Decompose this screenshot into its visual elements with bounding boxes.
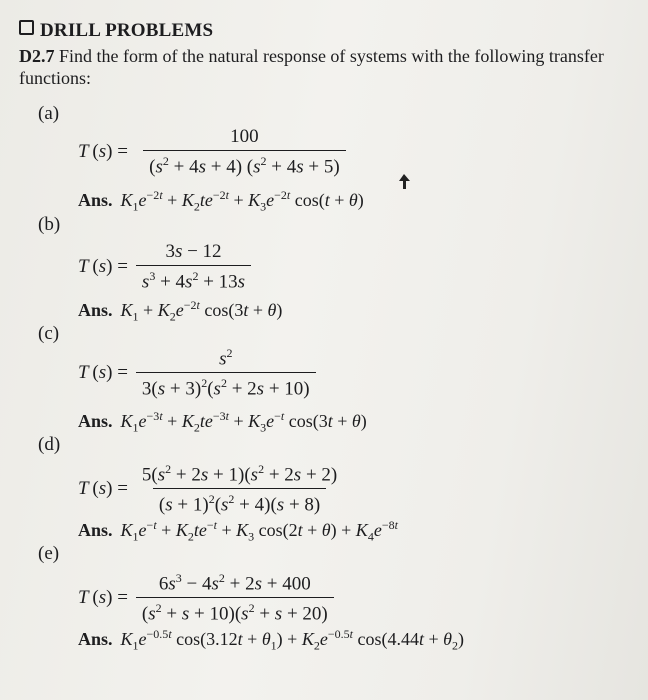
- ans-label: Ans.: [78, 411, 113, 431]
- part-c-answer: Ans. $K_1e^{-3t} + K_2te^{-3t} + K_3e^{-t}$ cos(3t + θ): [78, 409, 367, 435]
- part-a-transfer-function: T ( s ) = $\frac{100}{(s^2 + 4s + 4) (s^2 + 4s + 5)}$: [78, 126, 353, 178]
- ans-label: Ans.: [78, 520, 113, 540]
- part-c-label: (c): [38, 323, 60, 344]
- part-d-label: (d): [38, 434, 61, 455]
- part-a-label: (a): [38, 103, 60, 124]
- part-b-transfer-function: T ( s ) = $\frac{3s - 12}{s^3 + 4s^2 + 13s}$: [78, 241, 251, 293]
- problem-number: D2.7: [19, 46, 55, 66]
- part-a-answer: Ans. $K_1e^{-2t} + K_2te^{-2t} + K_3e^{-2t}$ cos(t + θ): [78, 188, 364, 214]
- problem-text-line1: Find the form of the natural response of systems with the following transfer: [59, 46, 604, 66]
- part-d-answer: Ans. $K_1e^{-t} + K_2te^{-t} + K_3$ $\cos(2t + \theta) + K_4e^{-8t}$: [78, 518, 398, 544]
- cursor-arrow-icon: [398, 173, 414, 191]
- section-title: DRILL PROBLEMS: [40, 20, 214, 41]
- section-heading: [19, 20, 213, 42]
- ans-label: Ans.: [78, 300, 113, 320]
- problem-statement: [19, 46, 604, 67]
- ans-label: Ans.: [78, 190, 113, 210]
- part-c-transfer-function: T ( s ) = $\frac{s^2}{3(s + 3)^2(s^2 + 2s + 10)}$: [78, 346, 316, 401]
- part-e-label: (e): [38, 543, 60, 564]
- part-b-answer: Ans. $K_1 + K_2e^{-2t}$ cos(3t + θ): [78, 298, 283, 324]
- part-b-label: (b): [38, 214, 61, 235]
- part-e-transfer-function: T ( s ) = $\frac{6s^3 - 4s^2 + 2s + 400}{(s^2 + s + 10)(s^2 + s + 20)}$: [78, 571, 334, 626]
- checkbox-square-icon: [19, 20, 34, 35]
- problem-text-line2: functions:: [19, 68, 91, 88]
- ans-label: Ans.: [78, 629, 113, 649]
- part-d-transfer-function: T ( s ) = $\frac{5(s^2 + 2s + 1)(s^2 + 2s + 2)}{(s + 1)^2(s^2 + 4)(s + 8)}$: [78, 462, 338, 516]
- part-e-answer: Ans. $K_1e^{-0.5t}$ $\cos(3.12t + \theta_1) + K_2e^{-0.5t}$ $\cos(4.44t + \theta_2)$: [78, 627, 464, 653]
